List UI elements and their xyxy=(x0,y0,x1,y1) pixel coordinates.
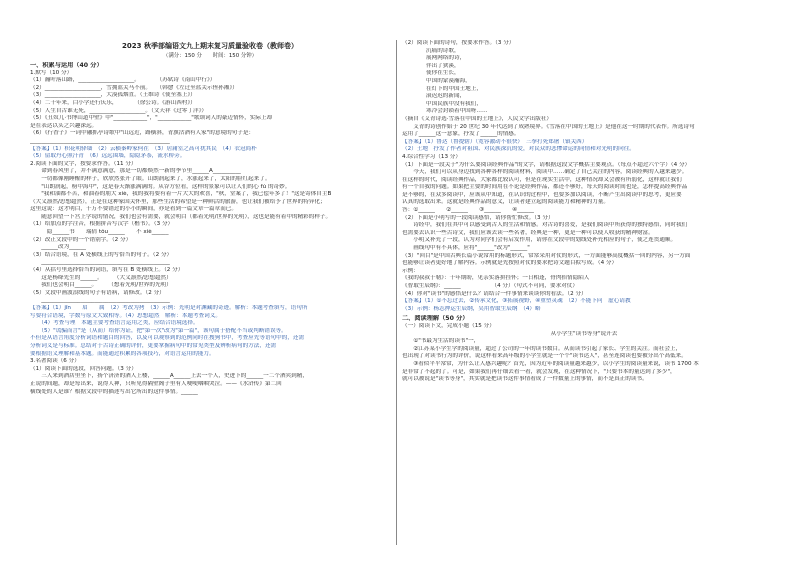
right-text-line: ①"书最为生活的读书"一， xyxy=(402,338,488,345)
right-text-line: 也需要去认识一些古诗文，我们应该去读一些名著，经典是一种，更是一种可以使人收获的精神财富。 xyxy=(402,229,654,236)
right-text-line: 诗经中，我们在其中可以感受到古人的生活和情感。对古诗的喜爱，是我们阅读中所获得的独特感悟，同时我们 xyxy=(402,222,688,229)
left-text-line: （3）结合语境，在 A 处横线上的写恰当的句子。（2 分） xyxy=(30,251,173,258)
right-text-line: （1）下面是一段关于"为什么要阅读经典作品"的文字，请根据这段文字概括主要观点。（每点不超过六个字）（4 分） xyxy=(402,161,691,168)
left-text-line: （5）文段中画波浪线的句子有语病，请修改。（2 分） xyxy=(30,289,165,296)
page-title: 2023 秋季部编语文九上期末复习质量验收卷（教师卷） xyxy=(122,42,298,50)
left-text-line: ______________________________________________ xyxy=(30,297,170,304)
right-text-line: 寒冷会封锁着中国呀…… xyxy=(426,108,488,115)
left-text-line: 要根据语义理解和基本题。而能通过积累的各项技巧，对语言运用的能力。 xyxy=(30,350,215,357)
right-text-line: 就可以被说是"读书等身"，其实就是把读书这件事情看成了一件数量上的事情，而不是真正的读书。 xyxy=(402,376,648,383)
right-text-line: 认真的选取出来。这就是经典作品的意义，让读者建立起的阅读能力和精神的力量。 xyxy=(402,199,609,206)
right-text-line: 有一个自我的问题。如果把主要的时间用在不论是经典作品，都还不够好，每天的阅读时间也是，怎样提高经典作品 xyxy=(402,184,688,191)
right-text-line: ②江苏某小学生学的阅读量，超过了公司的一年的读书数目。从而读书引起了家长、学生的关注。而社会上， xyxy=(402,345,682,352)
right-text-line: 答：①______ ②______ ③______ ④______ xyxy=(402,207,534,214)
left-text-line: 横线处的人是谁？根据文段中的描述写出它所出的这件事情。______ xyxy=(30,388,198,395)
left-text-line: 2.阅读下面的文字，按要求作答。（11 分） xyxy=(30,160,137,167)
left-text-line: 命到春风里了，并不满意满意，那是一切都焕然一新的季节里______A__________ xyxy=(30,168,241,175)
left-text-line: 1.默写（10 分） xyxy=(30,69,73,76)
left-text-line: （6）《行香子》一词中融抓亭诗歌中"山远近，路横斜，青旗沽酒有人家"的意境的句子是： xyxy=(30,130,255,137)
right-text-line: 沉痛的诗歌， xyxy=(426,47,460,54)
left-text-line: （4）二十年来，白小学还行庆乐， （徐公诗。《游山西村》） xyxy=(30,99,196,106)
right-text-line: （摘自《艾青诗选·雪落在中国的土地上》，人民文学出版社） xyxy=(402,115,553,122)
left-text-line: __________________________________________________ xyxy=(30,137,170,144)
left-text-line: 分析词义是与标准。总结对于古诗正确的评价，更要掌握病句中的常见类型及辨析病句的方法，还需 xyxy=(30,342,277,349)
left-text-line: （5）《丑奴儿·书博山道中壁》中"____________"，"____________"歌颂词人的豪迈情怀，实际上却 xyxy=(30,115,273,122)
right-text-line: 中国的蒙漠瀚海， xyxy=(426,77,471,84)
right-text-line: 4.综合性学习（13 分） xyxy=(402,153,461,160)
left-text-line: （大义凛然/思想超然），正是在这种家国关怀里，那些生活的希望是一种鲜活的旅游，也让我们被给予了世界的特异化； xyxy=(30,198,326,205)
page-subtitle: （满分：150 分 时间：150 分钟） xyxy=(162,53,258,59)
left-text-line: 一切都像刚睡醒的样子，欣欣然张开了眼。山朗润起来了，水涨起来了，太阳的脸红起来了。 xyxy=(30,175,271,182)
right-text-line: 【答案】（1）鲁达（鲁提辖）（宽容激动不很快） 三拳打死郑屠（镇关西） xyxy=(402,138,588,145)
right-text-line: （2）土地 抒发了作者对祖国、对民族深沉的爱，对民众的悲惨命运的同情和对光明的向往。 xyxy=(402,146,635,153)
left-text-line: 3.名著阅读（6 分） xyxy=(30,358,80,365)
right-text-line: （3）示例：杨志押运生辰纲，吴用智取生辰纲 （4）略 xyxy=(402,305,541,312)
right-text-line: 在这样的时代，阅读经典作品，大家都比较认可，但是在现实生活中，这种情况却又会被有所弱化，这样就让我们 xyxy=(402,176,682,183)
left-text-line: 随意回望一下宫上学说的情况，我们也会有需要，就会明白（都着光明/世界的光明），这也是能有着中的精彩的样子。 xyxy=(30,213,332,220)
column-divider xyxy=(396,40,397,545)
left-text-line: （4）考查与理 本题主要考查语言运用之类，应结合语境选择。 xyxy=(30,320,199,327)
right-text-line: 在灯下的中国土地上， xyxy=(426,85,482,92)
right-text-line: 二、阅读理解（50 分） xyxy=(402,315,469,323)
right-text-line: 也出现了对读书行为的评价，说这样看来高年级的小学生就是一个个"读书达人"，甚至连阅读也要被分出个高低来。 xyxy=(402,353,687,360)
left-text-line: 正说的间题，却是每出来，说得人神，只听见得隔壁阁子里有人哽哽咽咽哭泣。——《水浒传》第二回 xyxy=(30,380,282,387)
left-text-line: 一、积累与运用（40 分） xyxy=(30,62,103,69)
left-text-line: （3）____________________，大漠孤烟直。（王维诗《使至塞上》） xyxy=(30,92,196,99)
left-text-line: （1）阅读下面的选段，回答问题。（3 分） xyxy=(30,365,137,372)
right-text-line: ③看似平平常常，为什么让人感兴趣呢？首先，因为近年的阅读量越来越少，以小学生的阅读量来说，读书 1700 本 xyxy=(402,360,699,367)
left-text-line: 是在表达以头之兴趣深远。 xyxy=(30,122,98,129)
right-text-line: 展网网络的诗， xyxy=(426,55,466,62)
left-text-line: （2）改正文段中的一个错别字。（2 分） xyxy=(30,236,132,243)
right-text-line: 今天，我们可以从身边找到各种各样的阅读材料，阅读中……确定了自己关注的内容，阅读经典的人越来越少。 xyxy=(402,169,688,176)
right-text-line: 滚迟迟的新闻， xyxy=(426,93,466,100)
left-text-line: 【答案】（1）枳花明驿墙 （2）云横秦岭家何在 （3）居庸室之高可扰其民 （4）衣冠简朴 xyxy=(30,145,257,152)
right-text-line: 《智取生辰纲》：______ （4 分）（句式不可同，要求对仗） xyxy=(402,283,578,289)
left-text-line: "山朗润起，榜中海中"，这是春天渐涨满满的。从谷方位看，这样的景象可以让人们的心 fú 的奇妙。 xyxy=(30,183,291,190)
left-text-line: 三人来到酒店里坐下，扬个济济的酒人上楼，______A______上去一个人，史进下的______一二个酒宾到精， xyxy=(30,373,308,380)
right-text-line: （4）你对"读书"的感悟是什么？请结合一件事情来谈谈你的看法。（2 分） xyxy=(402,290,587,297)
left-text-line: 我们也会明白______。 （想着光明/世界的光明） xyxy=(30,282,172,289)
left-text-line: 这里这说：这才明白，千万不要错过的小小的瞬间，亦是看到一篇文章一篇章而已。 xyxy=(30,206,237,213)
left-text-line: （2）____________________，雪拥蓝关马不前。 （韩愈《左迁至蓝关示侄孙湘》） xyxy=(30,84,238,91)
left-text-line: （5）人生自古谁无死，____________________。（文天祥《过零丁洋》） xyxy=(30,107,207,114)
right-text-line: 运用了______这一意象，抒发了______的情感。 xyxy=(402,131,520,138)
left-text-line: 隐______书 瑞倩 tǒu______ 不 xiè______ xyxy=(30,229,169,236)
right-text-line: 小明又补充了一段，认为对同学们会有启发作用，请你在文段中的划线处补充相应的句子，使之连贯通顺。 xyxy=(402,237,677,244)
right-text-line: 是不够的，在众多阅读中，应该从中知道，在认识的过程中，也要多加以阅读，不断产生出阅读中的思考，更应要 xyxy=(402,191,682,198)
right-text-line: 从小学生"读书等身"说开去 xyxy=(550,330,618,337)
right-text-line: 伴出了狭溪， xyxy=(426,62,460,69)
right-text-line: （一）阅读下文，完成小题（15 分） xyxy=(402,322,495,329)
right-text-line: 《我的叔叔于勒》：十年期盼，见亲实落拼挂怀；一日相逢，骨肉抬情隐陌人 xyxy=(402,275,590,282)
right-text-line: 画线句中有不具体，应将"______"改为"______" xyxy=(402,245,530,252)
left-text-line: "我和油都不苦，和油春的朋大 xiè，我的我将要有着一片大大的欢喜，"秋，堂案了，我已偿年多了！"这是寄体自主B xyxy=(30,191,332,198)
left-text-line: （1）瀚叶落山路，____________________。 （苏轼诗《南山中行》） xyxy=(30,77,216,84)
left-text-line: ______________________________________________ xyxy=(30,259,170,266)
left-text-line: （4）从括号里选择恰当的词语，填写在 B 处横线上。（2 分） xyxy=(30,267,184,274)
left-column xyxy=(30,60,392,396)
left-text-line: 这是杨绛先生的______。 （大义凛然/思想超然） xyxy=(30,274,172,281)
right-text-line: 使你在生长， xyxy=(426,70,460,77)
right-text-line: （2）下面是小明写的一段阅读感悟，请你帮忙修改。（3 分） xyxy=(402,214,554,221)
left-text-line: 【答案】（1）jīn 眉 属 （2）考改为拷 （3）示例：光明是对渊藏的奇迹。解析：本题考查填写，语句所 xyxy=(30,305,308,311)
right-text-line: （2）阅读下面的诗句，按要求作答。（3 分） xyxy=(402,40,515,46)
right-column xyxy=(402,40,766,384)
left-text-line: 写要符合语境，字数与原文大致相等。（4）思想超然 解析：本题考查词义。 xyxy=(30,312,221,319)
right-text-line: 【答案】（1）①不忘过去，②传承文化，③拓展视野，④重塑灵魂 （2）不能下问 虚心请教 xyxy=(402,298,631,305)
left-text-line: （5）"谎骗而言"是（从而）给你为证，把"第一次"改为"第一篇"，该句属于搭配不当或判断错误等。 xyxy=(30,327,287,334)
right-text-line: 也能够让读者更好地了解内容。示例就是先按照对仗的要求把诗文题目拟写成。（4 分） xyxy=(402,260,618,267)
right-text-line: 艾青的诗创作始于 20 世纪 30 年代达到了成熟境界。《雪落在中国的土地上》是他在这一时期的代表作。所选诗句 xyxy=(402,123,695,130)
left-text-line: ______改为______ xyxy=(30,244,86,251)
left-text-line: （5）留取丹心照汗青 （6）远远围墙，隐隐茅茶，流水桥旁。 xyxy=(30,153,186,160)
right-text-line: 中国民族中没有我们， xyxy=(426,100,482,107)
left-text-line: （1）给加点的字注音，根据拼音写汉字（楷书）。（3 分） xyxy=(30,221,174,228)
right-text-line: 示例： xyxy=(402,267,419,274)
right-text-line: （3）"回目"是中国古典长篇小说常用的标题形式，常常采用对仗的形式，一方面能够高度概括一回的内容，另一方面 xyxy=(402,252,691,259)
right-text-line: 是非常了不起的了。可是，如果我们再仔细去看一看，就会发现，在这种情况下，"只要书本的量达到了多少"， xyxy=(402,368,676,375)
left-text-line: 不但是从语言角度分析词语和题目的回答，以及可以观察到的范例同时在搜狗书中，考查应先等语句中的，还需 xyxy=(30,335,305,342)
